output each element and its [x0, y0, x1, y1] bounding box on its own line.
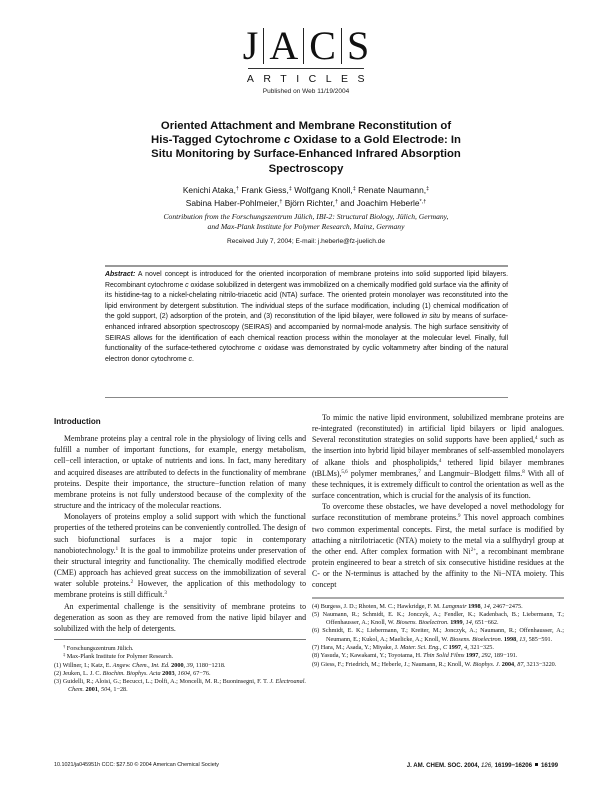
logo-letter: J — [242, 23, 259, 68]
journal-name: J. AM. CHEM. SOC. 2004, — [406, 762, 480, 769]
affiliation-line: Contribution from the Forschungszentrum Jülich, IBI-2: Structural Biology, Jülich, Germany, — [163, 212, 449, 221]
author — [294, 185, 356, 195]
citation[interactable]: 4 — [438, 458, 442, 464]
ref-volume: , 292, — [478, 652, 493, 660]
abstract-label: Abstract: — [105, 271, 136, 278]
reference-item — [54, 662, 306, 670]
references — [312, 603, 564, 669]
ref-journal: Angew. Chem., Int. Ed. — [112, 661, 170, 669]
abstract-rule-top — [105, 265, 508, 267]
section-heading: Introduction — [54, 417, 101, 426]
reference-item — [312, 661, 564, 669]
citation[interactable]: 9 — [458, 514, 461, 520]
author-name: Renate Naumann, — [358, 185, 427, 195]
paragraph-text: To overcome these obstacles, we have developed a novel methodology for surface reconstitution of membrane proteins. — [312, 502, 564, 523]
title-italic: c — [283, 134, 291, 147]
logo-rule — [248, 68, 364, 69]
logo-letter: S — [346, 23, 370, 68]
ref-volume: , 13, — [516, 635, 528, 643]
ref-journal: J. Electroanal. Chem. — [68, 678, 306, 694]
author-mark: † — [334, 198, 339, 205]
paragraph-text: However, the application of this methodology to membrane proteins is still difficult. — [54, 579, 306, 600]
abstract-text: . — [191, 355, 194, 363]
author-list — [0, 184, 612, 209]
author — [285, 198, 338, 208]
author — [186, 198, 283, 208]
ref-year: 1999 — [448, 619, 463, 627]
ref-year: 1998 — [466, 602, 481, 610]
footnote-text: Forschungszentrum Jülich. — [65, 644, 134, 652]
abstract-rule-bottom — [105, 397, 508, 398]
reference-item — [312, 603, 564, 611]
ref-authors: (4) Burgess, J. D.; Rhoten, M. C.; Hawkridge, F. M. — [312, 602, 443, 610]
abstract-text: oxidase solubilized in detergent was immobilized on a chemically modified gold surface via the affinity of its histidine-tag to a nickel-chelating nitrilo-triacetic acid (NTA) surface. The oriented protein monolayer was reconstituted into the lipid environment by detergent substitution. The individual steps of the surface modification, including (1) chemical modification of the gold support, (2) adsorption of the protein, and (3) reconstitution of the lipid bilayer, were followed — [105, 281, 508, 321]
footnote-text: Max-Plank Institute for Polymer Research. — [65, 653, 174, 661]
ref-journal: Biophys. J. — [472, 660, 501, 668]
ref-journal: Thin Solid Films — [423, 652, 465, 660]
ref-volume: , 14, — [462, 619, 474, 627]
paragraph-text: Monolayers of proteins employ a solid support with which the functional properties of the tethered proteins can be conveniently controlled. The design of such biofunctional surfaces is a major topic in contemporary nanobiotechnology. — [54, 512, 306, 555]
footnotes — [54, 645, 306, 695]
paragraph — [54, 511, 306, 600]
citation[interactable]: 7 — [418, 469, 421, 475]
ref-year: 1997 — [464, 652, 479, 660]
ref-year: 1998 — [502, 635, 517, 643]
paragraph-text: This novel approach combines two common experimental concepts. First, the metal surface is modified by attaching a nitrilotriacetic (NTA) moiety to the metal via a sulfhydryl group at the other end. After complex formation with Ni — [312, 513, 564, 556]
ref-pages: 1−28. — [111, 686, 128, 694]
paragraph — [312, 412, 564, 501]
abstract-italic: c — [188, 355, 192, 363]
ref-authors: (8) Yasuda, Y.; Kawakami, Y.; Toyotama, H. — [312, 652, 424, 660]
ref-authors: (9) Giess, F.; Friedrich, M.; Heberle, J.; Naumann, R.; Knoll, W. — [312, 660, 473, 668]
paragraph-text: It is the goal to immobilize proteins under preservation of their structural integrity and functionality. The chemically modified electrode (CME) approach has achieved great success on the immobilization of several water soluble proteins. — [54, 545, 306, 589]
author-mark: ‡ — [288, 186, 292, 192]
ref-journal: Biosens. Bioelectron. — [396, 619, 449, 627]
ref-journal: Biochim. Biophys. Acta — [102, 669, 161, 677]
reference-item — [312, 627, 564, 644]
superscript: 2+ — [470, 547, 477, 553]
citation[interactable]: 2 — [130, 580, 134, 586]
paragraph: An experimental challenge is the sensitivity of membrane proteins to degeneration as soon as they are removed from the native lipid bilayer and solubilized with the help of detergents. — [54, 601, 306, 633]
ref-pages: 3213−3220. — [524, 660, 557, 668]
title-line: Oriented Attachment and Membrane Reconstitution of — [160, 120, 452, 132]
ref-volume: , 4, — [461, 643, 469, 651]
footnote-rule — [54, 639, 306, 640]
affiliation-footnote — [54, 653, 306, 661]
ref-year: 2000 — [169, 661, 184, 669]
article-title — [0, 119, 612, 176]
jacs-logo — [238, 23, 374, 68]
author-mark: † — [279, 198, 283, 205]
abstract-italic: c — [258, 345, 262, 353]
ref-journal: Biosens. Bioelectron. — [449, 635, 503, 643]
ref-authors: (1) Willner, I.; Katz, E. — [54, 661, 113, 669]
reference-item — [312, 644, 564, 652]
citation[interactable]: 3 — [164, 591, 167, 597]
abstract-italic: in situ — [421, 313, 441, 321]
author-name: and Joachim Heberle — [340, 197, 420, 208]
ref-volume: , 87, — [514, 660, 525, 668]
received-email: Received July 7, 2004; E-mail: j.heberle@fz-juelich.de — [226, 238, 386, 245]
ref-pages: 585−591. — [527, 635, 553, 643]
paragraph-text: , a recombinant membrane protein engineered to bear a stretch of six consecutive histidine residues at the C- or the N-terminus is attached by the affinity to the Ni−NTA moiety. This concept — [312, 546, 564, 590]
citation[interactable]: 4 — [534, 436, 538, 442]
ref-authors: (2) Jeuken, L. J. C. — [54, 669, 103, 677]
reference-item — [54, 670, 306, 678]
section-label: ARTICLES — [246, 73, 375, 85]
author-name: Sabina Haber-Pohlmeier, — [185, 197, 280, 208]
journal-volume: 126, — [479, 762, 493, 769]
logo-letter: C — [309, 23, 336, 68]
author-name: Björn Richter, — [284, 197, 335, 208]
citation[interactable]: 8 — [522, 469, 525, 475]
author — [183, 185, 239, 195]
reference-item — [312, 611, 564, 628]
author-name: Frank Giess, — [241, 185, 289, 195]
abstract-text: A novel concept is introduced for the oriented incorporation of membrane proteins into solid supported lipid bilayers. Recombinant cytochrome — [105, 271, 508, 289]
ref-year: 2003 — [160, 669, 175, 677]
author — [358, 185, 429, 195]
ref-year: 2001 — [83, 686, 98, 694]
title-line: Oxidase to a Gold Electrode: In — [290, 134, 461, 147]
ref-year: 1997 — [447, 643, 461, 651]
journal-citation — [340, 762, 558, 769]
citation[interactable]: 1 — [115, 546, 119, 552]
published-date: Published on Web 11/19/2004 — [262, 88, 350, 95]
logo-letter: A — [269, 23, 299, 68]
abstract-text: by means of surface-enhanced infrared absorption spectroscopy (SEIRAS) and accompanied by normal-mode analysis. The high surface sensitivity of SEIRAS allows for the identification of each chemical reaction process within the monolayer at the molecular level. Finally, full functionality of the surface-tethered cytochrome — [105, 313, 508, 353]
paragraph-text: tethered lipid bilayer membranes (tBLMs), — [312, 457, 564, 478]
author-mark: ‡ — [352, 186, 356, 192]
author — [340, 198, 426, 208]
citation[interactable]: 5,6 — [341, 469, 348, 475]
author-name: Kenichi Ataka, — [182, 185, 236, 195]
ref-volume: , 1604, — [174, 669, 192, 677]
ref-authors: (6) Schmidt, E. K.; Liebermann, T.; Kreiter, M.; Jonczyk, A.; Naumann, R.; Offenhausser, A.; Neumann, E.; Kukol, A.; Maelicke, A.; Knoll, W. — [312, 627, 564, 643]
ref-authors: (7) Hara, M.; Asada, Y.; Miyake, J. — [312, 643, 401, 651]
ref-pages: 321−325. — [468, 643, 494, 651]
author-mark: † — [235, 186, 239, 192]
title-line: His-Tagged Cytochrome — [151, 134, 284, 147]
journal-masthead — [0, 24, 612, 95]
ref-pages: 651−662. — [473, 619, 499, 627]
paragraph — [312, 501, 564, 590]
title-line: Situ Monitoring by Surface-Enhanced Infrared Absorption — [151, 148, 461, 161]
affiliation — [0, 212, 612, 232]
ref-volume: , 39, — [183, 661, 195, 669]
author-name: Wolfgang Knoll, — [294, 185, 353, 195]
author-mark: ‡ — [426, 186, 430, 192]
ref-pages: 189−191. — [492, 652, 518, 660]
ref-pages: 1180−1218. — [194, 661, 226, 669]
ref-pages: 2467−2475. — [491, 602, 523, 610]
footnote-rule — [312, 597, 564, 599]
reference-item — [312, 652, 564, 660]
footnote-mark: ‡ — [63, 652, 66, 658]
paragraph-text: and Langmuir−Blodgett films. — [420, 468, 523, 478]
ref-journal: Langmuir — [442, 602, 467, 610]
abstract-italic: c — [185, 281, 189, 289]
paragraph-text: such as the insertion into hybrid lipid bilayer membranes of self-assembled monolayers of alkane thiols and phospholipids, — [312, 435, 564, 467]
abstract — [105, 270, 508, 365]
paragraph-text: polymer membranes, — [347, 468, 419, 478]
journal-pages: 16199−16206 — [492, 762, 533, 769]
right-column — [312, 412, 564, 669]
ref-year: 2004 — [500, 660, 515, 668]
paragraph: Membrane proteins play a central role in the physiology of living cells and fulfill a number of important functions, for example, energy metabolism, cell−cell interaction, or uptake of nutrients and ions. In fact, many hereditary and acquired diseases are attributed to defects in the functionality of membrane proteins. Despite their importance, the structure−function relation of many membrane proteins is not fully understood because of the complexity of the structure and the intricacy of the molecular reactions. — [54, 434, 306, 511]
ref-volume: , 504, — [97, 686, 112, 694]
footnote-mark: † — [63, 643, 66, 649]
ref-pages: 67−76. — [191, 669, 211, 677]
paragraph-text: To mimic the native lipid environment, solubilized membrane proteins are re-integrated (reconstituted) in artificial lipid bilayers or lipid analogues. Several reconstitution strategies on solid supports have been applied, — [312, 413, 564, 445]
ref-journal: Mater. Sci. Eng., C — [400, 643, 448, 651]
author-mark: *,† — [419, 198, 427, 205]
bullet-icon — [535, 763, 538, 766]
doi-copyright: 10.1021/ja045951h CCC: $27.50 © 2004 American Chemical Society — [54, 762, 219, 768]
left-column — [54, 416, 306, 695]
author — [241, 185, 292, 195]
title-line: Spectroscopy — [268, 162, 344, 175]
ref-volume: , 14, — [480, 602, 492, 610]
ref-authors: (3) Guidelli, R.; Aloisi, G.; Becucci, L.; Dolfi, A.; Moncelli, M. R.; Buoninsegni, F. T. — [54, 678, 270, 686]
ref-authors: (5) Naumann, R.; Schmidt, E. K.; Jonczyk, A.; Fendler, K.; Kadenbach, B.; Liebermann, T.; Offenhausser, A.; Knoll, W. — [312, 610, 564, 627]
paragraph-text: With all of these techniques, it is extremely difficult to control the orientation as well as the surface concentration, which is crucial for the analysis of its function. — [312, 468, 565, 501]
reference-item — [54, 678, 306, 695]
affiliation-line: and Max-Plank Institute for Polymer Research, Mainz, Germany — [207, 222, 405, 231]
abstract-text: oxidase was demonstrated by cyclic voltammetry after binding of the natural electron donor cytochrome — [105, 345, 509, 363]
page-number: 16199 — [541, 762, 558, 769]
